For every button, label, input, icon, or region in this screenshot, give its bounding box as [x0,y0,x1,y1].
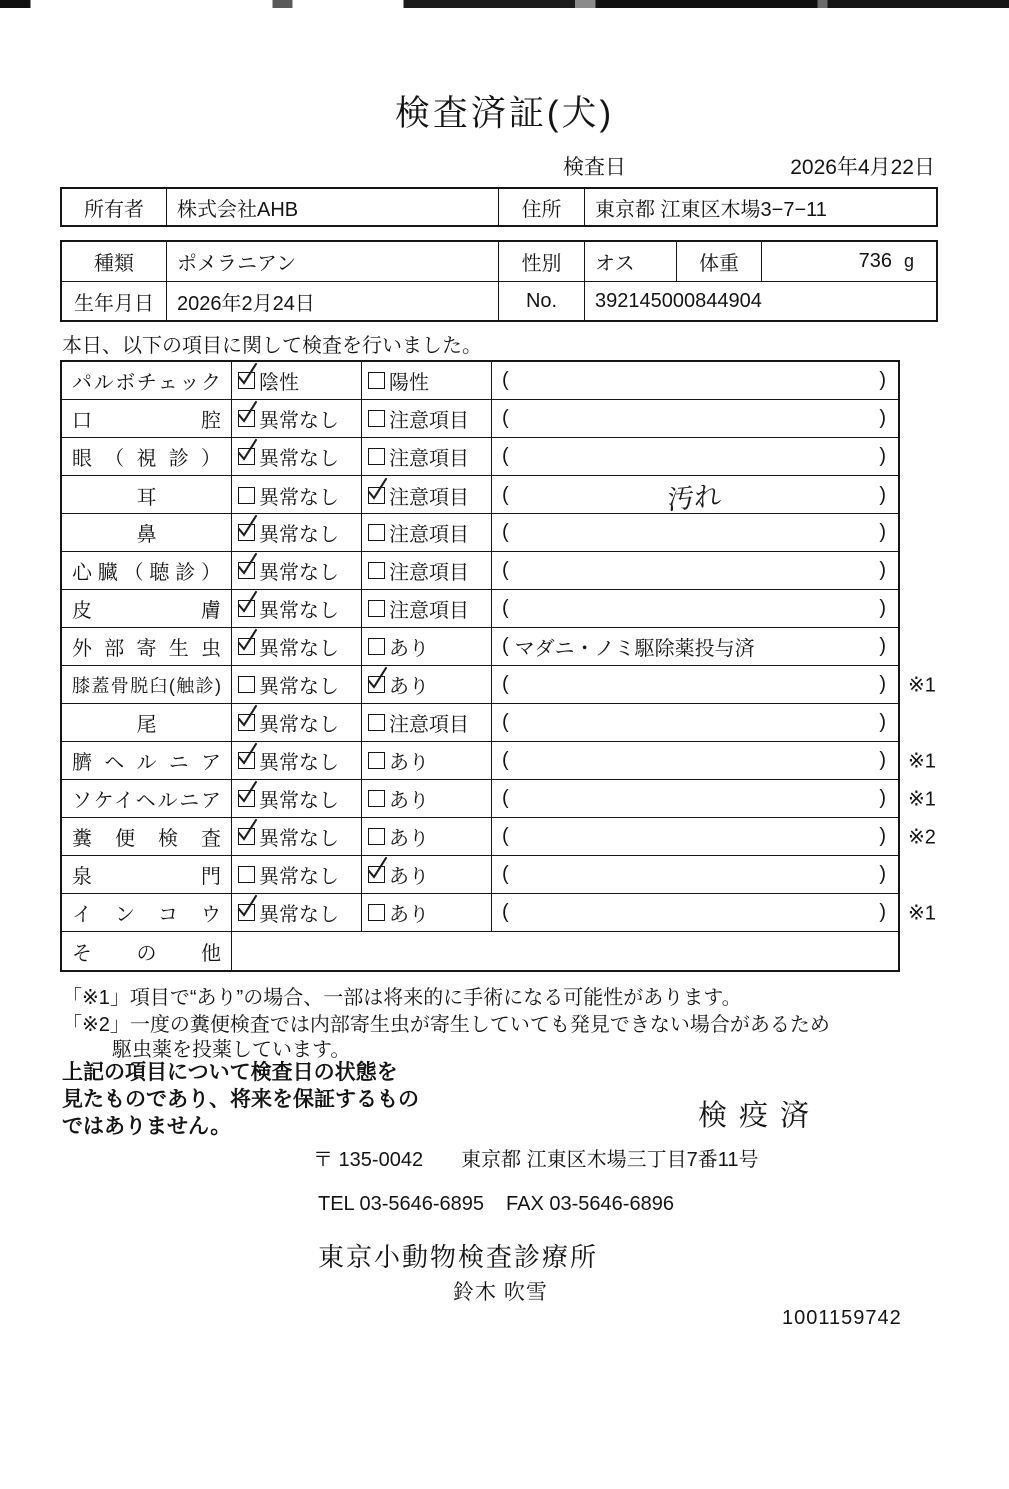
checkbox-normal [238,822,339,851]
option-label: 異常なし [259,790,339,812]
inspector-name: 鈴木 吹雪 [453,1281,548,1304]
address-label: 住所 [499,189,585,225]
weight-unit: g [903,251,914,271]
paren-open: ( [502,673,509,695]
paren-close: ) [879,863,886,885]
option-label: あり [389,752,429,774]
paren-open: ( [502,787,509,809]
checkbox-caution [368,594,469,623]
checkbox-negative [238,366,299,395]
paren-open: ( [502,521,509,543]
option-label: 異常なし [259,487,339,509]
paren-open: ( [502,825,509,847]
animal-row-2 [62,282,936,321]
item-label: 糞便検査 [72,828,221,850]
checkbox-normal [238,708,339,737]
sex-value: オス [585,242,677,281]
checkbox-box [238,752,255,769]
birth-label: 生年月日 [62,282,167,321]
check-mark-icon [365,477,389,503]
checkbox-normal [238,404,339,433]
breed-label: 種類 [62,242,167,281]
clinic-name: 東京小動物検査診療所 [318,1242,599,1272]
checkbox-box [368,866,385,883]
check-mark-icon [235,628,259,654]
paren-open: ( [502,484,509,506]
checkbox-box [238,828,255,845]
paren-open: ( [502,559,509,581]
footnote-1: 「※1」項目で“あり”の場合、一部は将来的に手術になる可能性があります。 [62,987,742,1009]
paren-open: ( [502,597,509,619]
checkbox-box [368,714,385,731]
disclaimer-line-2: 見たものであり、将来を保証するもの [62,1088,419,1111]
option-label: 異常なし [259,828,339,850]
checkbox-normal [238,556,339,585]
clinic-address-line [313,1143,759,1172]
animal-table [60,240,938,322]
checkbox-box [238,410,255,427]
checkbox-box [368,524,385,541]
checkbox-box [238,904,255,921]
checkbox-normal [238,594,339,623]
checkbox-caution [368,442,469,471]
sex-label: 性別 [499,242,585,281]
option-label: 注意項目 [389,487,469,509]
footnote-2: 「※2」一度の糞便検査では内部寄生虫が寄生していても発見できない場合があるため [62,1014,830,1036]
check-mark-icon [235,590,259,616]
inspection-row-inkou [62,894,936,932]
inspection-table [60,360,936,972]
intro-sentence: 本日、以下の項目に関して検査を行いました。 [62,335,482,357]
checkbox-present [368,822,429,851]
paren-close: ) [879,787,886,809]
check-mark-icon [235,742,259,768]
check-mark-icon [235,818,259,844]
paren-close: ) [879,521,886,543]
paren-close: ) [879,825,886,847]
option-label: 異常なし [259,904,339,926]
paren-close: ) [879,673,886,695]
checkbox-box [368,410,385,427]
checkbox-box [238,600,255,617]
inspection-row-external-parasites [62,628,898,666]
checkbox-normal [238,746,339,775]
check-mark-icon [235,704,259,730]
option-label: 注意項目 [389,562,469,584]
checkbox-present [368,784,429,813]
checkbox-box [238,790,255,807]
inspection-row-parvo [62,362,898,400]
paren-open: ( [502,863,509,885]
owner-table [60,187,938,227]
checkbox-normal [238,860,339,889]
inspection-row-inguinal-hernia [62,780,936,818]
owner-label: 所有者 [62,189,167,225]
checkbox-positive [368,366,429,395]
inspection-row-other [62,932,898,970]
disclaimer-line-3: ではありません。 [62,1115,232,1138]
paren-close: ) [879,901,886,923]
inspection-date-value: 2026年4月22日 [790,156,935,179]
checkbox-caution [368,518,469,547]
checkbox-box [238,676,255,693]
checkbox-box [238,562,255,579]
check-mark-icon [235,362,259,388]
item-label: 臍ヘルニア [72,752,221,774]
weight-value: 736 [858,250,892,272]
paren-open: ( [502,407,509,429]
item-label: 外部寄生虫 [72,638,221,660]
footnote-mark: ※2 [908,826,936,848]
option-label: 陽性 [389,372,429,394]
check-mark-icon [235,552,259,578]
owner-name: 株式会社AHB [167,189,499,225]
checkbox-box [238,372,255,389]
option-label: あり [389,828,429,850]
postal-code: 〒 135-0042 [313,1149,424,1171]
option-label: 異常なし [259,448,339,470]
weight-value-cell [762,242,936,281]
checkbox-box [368,448,385,465]
clinic-address: 東京都 江東区木場三丁目7番11号 [461,1149,759,1171]
option-label: 異常なし [259,524,339,546]
paren-open: ( [502,901,509,923]
item-label: 鼻 [136,524,157,546]
paren-open: ( [502,711,509,733]
clinic-fax: FAX 03-5646-6896 [506,1193,674,1215]
option-label: 異常なし [259,600,339,622]
option-label: あり [389,904,429,926]
item-label: ソケイヘルニア [72,790,221,812]
paren-open: ( [502,445,509,467]
inspection-row-nose [62,514,898,552]
item-label: インコウ [72,904,221,926]
clinic-contact-line [318,1193,674,1216]
option-label: 注意項目 [389,600,469,622]
check-mark-icon [235,400,259,426]
checkbox-box [238,448,255,465]
inspection-row-skin [62,590,898,628]
check-mark-icon [235,894,259,920]
footnote-mark: ※1 [908,788,936,810]
checkbox-box [368,828,385,845]
option-label: 異常なし [259,676,339,698]
weight-label: 体重 [677,242,762,281]
footnote-mark: ※1 [908,674,936,696]
animal-row-1 [62,242,936,282]
page-title: 検査済証(犬) [394,94,615,133]
clinic-tel: TEL 03-5646-6895 [318,1193,485,1215]
paren-open: ( [502,369,509,391]
checkbox-caution [368,404,469,433]
checkbox-normal [238,784,339,813]
checkbox-box [368,638,385,655]
footnote-mark: ※1 [908,902,936,924]
checkbox-normal [238,632,339,661]
handwritten-note: 汚れ [666,480,722,517]
option-label: 注意項目 [389,524,469,546]
no-label: No. [499,282,585,321]
inspection-row-patella [62,666,936,704]
checkbox-normal [238,518,339,547]
checkbox-present [368,860,429,889]
paren-close: ) [879,445,886,467]
checkbox-box [238,638,255,655]
item-label: 心臓（聴診） [72,562,221,584]
option-label: あり [389,638,429,660]
checkbox-caution [368,481,469,510]
checkbox-caution [368,556,469,585]
inspection-date-label: 検査日 [563,156,626,179]
option-label: 注意項目 [389,714,469,736]
option-label: 陰性 [259,372,299,394]
birth-value: 2026年2月24日 [167,282,499,321]
checkbox-caution [368,708,469,737]
option-label: 異常なし [259,410,339,432]
address-value: 東京都 江東区木場3−7−11 [595,198,827,221]
checkbox-box [368,790,385,807]
inspection-row-ears [62,476,898,517]
checkbox-box [368,752,385,769]
checkbox-present [368,632,429,661]
inspection-row-fecal-exam [62,818,936,856]
paren-open: ( [502,749,509,771]
checkbox-present [368,670,429,699]
checkbox-box [368,600,385,617]
option-label: あり [389,866,429,888]
paren-close: ) [879,711,886,733]
paren-open: ( [502,635,509,657]
item-label: その他 [72,942,221,965]
paren-close: ) [879,749,886,771]
breed-value: ポメラニアン [167,242,499,281]
checkbox-box [238,714,255,731]
inspection-row-tail [62,704,898,742]
item-label: パルボチェック [72,372,221,394]
disclaimer-line-1: 上記の項目について検査日の状態を [62,1061,398,1084]
checkbox-normal [238,670,339,699]
inspection-date-row [563,151,935,181]
checkbox-present [368,898,429,927]
paren-close: ) [879,559,886,581]
paren-close: ) [879,407,886,429]
item-label: 泉門 [72,866,221,888]
item-label: 耳 [136,487,157,509]
option-label: 異常なし [259,562,339,584]
check-mark-icon [235,780,259,806]
option-label: 注意項目 [389,410,469,432]
quarantine-stamp: 検疫済 [698,1100,822,1132]
item-label: 膝蓋骨脱臼(触診) [72,675,221,696]
paren-close: ) [879,369,886,391]
option-label: あり [389,790,429,812]
checkbox-box [238,487,255,504]
checkbox-box [238,866,255,883]
other-empty-cell [232,932,898,970]
checkbox-present [368,746,429,775]
check-mark-icon [235,514,259,540]
option-label: 異常なし [259,752,339,774]
checkbox-normal [238,898,339,927]
option-label: 注意項目 [389,448,469,470]
inspection-row-heart [62,552,898,590]
checkbox-box [238,524,255,541]
inspection-row-mouth [62,400,898,438]
option-label: 異常なし [259,866,339,888]
inspection-row-umbilical-hernia [62,742,936,780]
checkbox-box [368,372,385,389]
paren-close: ) [879,597,886,619]
checkbox-normal [238,442,339,471]
check-mark-icon [235,438,259,464]
footnote-mark: ※1 [908,750,936,772]
item-label: 眼（視診） [72,448,221,470]
footnote-2-continued: 駆虫薬を投薬しています。 [112,1039,351,1061]
no-value: 392145000844904 [595,290,762,312]
option-label: あり [389,676,429,698]
checkbox-normal [238,481,339,510]
checkbox-box [368,562,385,579]
item-label: 口腔 [72,410,221,432]
scan-artifact-strip [0,0,1009,8]
checkbox-box [368,904,385,921]
item-label: 尾 [136,714,157,736]
check-mark-icon [365,856,389,882]
paren-close: ) [879,635,886,657]
option-label: 異常なし [259,638,339,660]
paren-close: ) [879,484,886,506]
option-label: 異常なし [259,714,339,736]
checkbox-box [368,487,385,504]
serial-number: 1001159742 [782,1307,902,1329]
note-text: マダニ・ノミ駆除薬投与済 [514,638,755,660]
disclaimer-paragraph [62,1059,419,1140]
item-label: 皮膚 [72,600,221,622]
checkbox-box [368,676,385,693]
inspection-row-fontanelle [62,856,898,894]
check-mark-icon [365,666,389,692]
